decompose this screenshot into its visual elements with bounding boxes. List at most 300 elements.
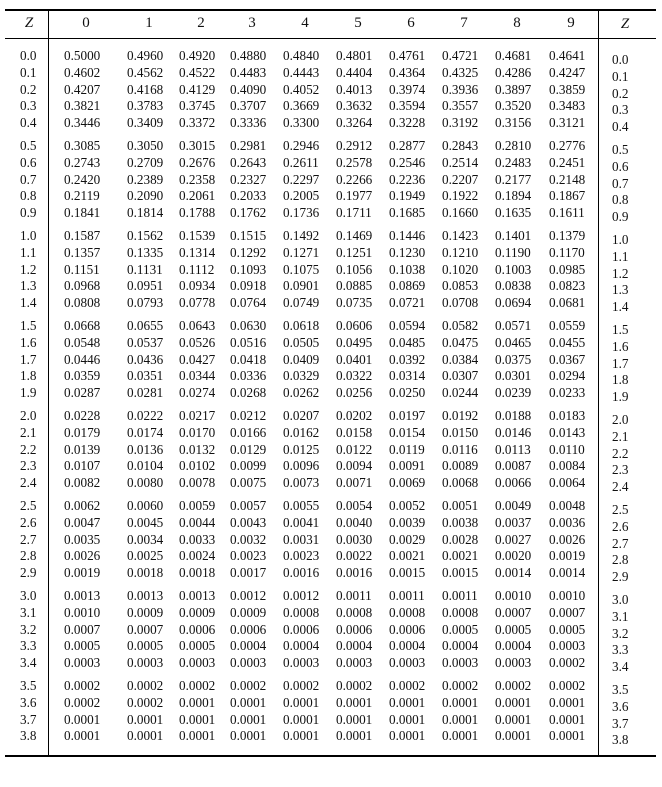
table-cell: 0.0073 xyxy=(283,475,320,491)
table-cell: 0.0179 xyxy=(64,424,101,440)
table-cell: 0.0028 xyxy=(442,531,479,547)
table-cell: 0.3446 xyxy=(64,115,101,131)
header-column-7: 7 xyxy=(460,15,468,31)
right-z-divider xyxy=(598,10,599,755)
table-cell: 0.2266 xyxy=(336,171,373,187)
table-cell: 0.1190 xyxy=(495,244,531,260)
row-z-label-right: 1.6 xyxy=(612,338,629,354)
table-cell: 0.0951 xyxy=(127,278,164,294)
table-cell: 0.2676 xyxy=(179,154,216,170)
row-z-label-right: 0.1 xyxy=(612,68,629,84)
left-z-divider xyxy=(48,10,49,755)
table-cell: 0.0113 xyxy=(495,441,531,457)
table-cell: 0.0051 xyxy=(442,498,479,513)
table-cell: 0.0793 xyxy=(127,295,164,311)
table-cell: 0.0047 xyxy=(64,514,101,530)
row-z-label: 0.1 xyxy=(20,64,37,80)
table-cell: 0.4721 xyxy=(442,48,479,63)
table-cell: 0.4168 xyxy=(127,81,164,97)
table-cell: 0.2389 xyxy=(127,171,164,187)
table-cell: 0.0008 xyxy=(389,604,426,620)
table-cell: 0.0344 xyxy=(179,368,216,384)
table-cell: 0.0694 xyxy=(495,295,532,311)
table-cell: 0.0054 xyxy=(336,498,373,513)
table-cell: 0.0001 xyxy=(283,728,320,744)
row-z-label: 2.5 xyxy=(20,498,37,513)
table-cell: 0.0003 xyxy=(442,655,479,671)
table-cell: 0.1762 xyxy=(230,205,267,221)
table-cell: 0.0035 xyxy=(64,531,101,547)
table-cell: 0.0010 xyxy=(495,588,532,603)
table-cell: 0.0009 xyxy=(127,604,164,620)
table-cell: 0.2148 xyxy=(549,171,586,187)
table-cell: 0.0006 xyxy=(283,621,320,637)
table-cell: 0.0052 xyxy=(389,498,426,513)
row-z-label-right: 2.8 xyxy=(612,552,629,568)
row-z-label-right: 1.1 xyxy=(612,248,629,264)
table-cell: 0.0001 xyxy=(64,711,101,727)
table-cell: 0.0143 xyxy=(549,424,586,440)
table-cell: 0.1922 xyxy=(442,188,479,204)
table-cell: 0.0146 xyxy=(495,424,532,440)
table-cell: 0.0006 xyxy=(230,621,267,637)
row-z-label: 0.9 xyxy=(20,205,37,221)
row-z-label: 1.1 xyxy=(20,244,37,260)
table-cell: 0.1469 xyxy=(336,228,373,243)
row-z-label: 1.2 xyxy=(20,261,37,277)
table-cell: 0.0268 xyxy=(230,385,267,401)
table-cell: 0.0002 xyxy=(389,678,426,693)
table-cell: 0.0001 xyxy=(336,711,373,727)
table-cell: 0.2743 xyxy=(64,154,101,170)
table-cell: 0.1335 xyxy=(127,244,164,260)
table-cell: 0.2709 xyxy=(127,154,164,170)
table-cell: 0.0005 xyxy=(442,621,479,637)
table-cell: 0.0681 xyxy=(549,295,586,311)
table-cell: 0.3372 xyxy=(179,115,216,131)
table-cell: 0.0099 xyxy=(230,458,267,474)
table-cell: 0.0057 xyxy=(230,498,267,513)
row-z-label-right: 0.2 xyxy=(612,85,629,101)
row-z-label: 3.7 xyxy=(20,711,37,727)
table-cell: 0.0012 xyxy=(230,588,267,603)
header-z-left: Z xyxy=(24,15,34,31)
table-cell: 0.0001 xyxy=(230,694,267,710)
table-cell: 0.0475 xyxy=(442,334,479,350)
table-cell: 0.0188 xyxy=(495,408,532,423)
table-cell: 0.0207 xyxy=(283,408,320,423)
table-cell: 0.0256 xyxy=(336,385,373,401)
table-cell: 0.0001 xyxy=(230,728,267,744)
row-z-label-right: 3.6 xyxy=(612,698,629,714)
table-cell: 0.0003 xyxy=(64,655,101,671)
row-z-label-right: 2.3 xyxy=(612,462,629,478)
table-cell: 0.0064 xyxy=(549,475,586,491)
table-cell: 0.2946 xyxy=(283,138,320,153)
table-cell: 0.0017 xyxy=(230,565,267,581)
table-cell: 0.0001 xyxy=(389,711,426,727)
table-cell: 0.1112 xyxy=(179,261,215,277)
table-cell: 0.0183 xyxy=(549,408,586,423)
table-cell: 0.0027 xyxy=(495,531,532,547)
table-cell: 0.0043 xyxy=(230,514,267,530)
table-cell: 0.0006 xyxy=(179,621,216,637)
table-cell: 0.0016 xyxy=(336,565,373,581)
row-z-label: 0.7 xyxy=(20,171,37,187)
header-column-3: 3 xyxy=(248,15,256,31)
table-cell: 0.0250 xyxy=(389,385,426,401)
table-cell: 0.0003 xyxy=(389,655,426,671)
table-cell: 0.0060 xyxy=(127,498,164,513)
table-cell: 0.0082 xyxy=(64,475,101,491)
row-z-label-right: 0.7 xyxy=(612,175,629,191)
row-z-label-right: 1.8 xyxy=(612,372,629,388)
table-cell: 0.0001 xyxy=(495,728,532,744)
table-cell: 0.3050 xyxy=(127,138,164,153)
header-z-right: Z xyxy=(620,16,630,32)
table-cell: 0.3859 xyxy=(549,81,586,97)
table-cell: 0.0655 xyxy=(127,318,164,333)
table-cell: 0.1814 xyxy=(127,205,164,221)
table-cell: 0.0002 xyxy=(179,678,216,693)
table-cell: 0.0808 xyxy=(64,295,101,311)
table-cell: 0.3228 xyxy=(389,115,426,131)
table-cell: 0.0132 xyxy=(179,441,216,457)
table-cell: 0.0009 xyxy=(179,604,216,620)
table-cell: 0.1020 xyxy=(442,261,479,277)
table-cell: 0.0281 xyxy=(127,385,164,401)
table-cell: 0.0024 xyxy=(179,548,216,564)
table-cell: 0.0075 xyxy=(230,475,267,491)
table-cell: 0.0968 xyxy=(64,278,101,294)
table-cell: 0.0040 xyxy=(336,514,373,530)
table-cell: 0.0018 xyxy=(179,565,216,581)
table-cell: 0.1314 xyxy=(179,244,216,260)
table-cell: 0.0069 xyxy=(389,475,426,491)
table-cell: 0.2877 xyxy=(389,138,426,153)
table-cell: 0.0212 xyxy=(230,408,267,423)
table-cell: 0.0032 xyxy=(230,531,267,547)
table-cell: 0.3821 xyxy=(64,98,101,114)
row-z-label: 1.4 xyxy=(20,295,37,311)
row-z-label: 3.4 xyxy=(20,655,37,671)
table-cell: 0.4090 xyxy=(230,81,267,97)
table-cell: 0.0367 xyxy=(549,351,586,367)
row-z-label-right: 2.2 xyxy=(612,445,629,461)
table-cell: 0.0007 xyxy=(495,604,532,620)
table-cell: 0.1949 xyxy=(389,188,426,204)
table-cell: 0.1271 xyxy=(283,244,320,260)
table-cell: 0.0853 xyxy=(442,278,479,294)
table-cell: 0.1423 xyxy=(442,228,479,243)
table-cell: 0.1894 xyxy=(495,188,532,204)
table-cell: 0.2207 xyxy=(442,171,479,187)
table-cell: 0.2297 xyxy=(283,171,320,187)
table-cell: 0.0233 xyxy=(549,385,586,401)
table-cell: 0.4761 xyxy=(389,48,426,63)
table-cell: 0.2327 xyxy=(230,171,267,187)
table-cell: 0.4960 xyxy=(127,48,164,63)
header-column-6: 6 xyxy=(407,15,415,31)
table-cell: 0.0154 xyxy=(389,424,426,440)
table-cell: 0.0001 xyxy=(336,694,373,710)
table-cell: 0.4247 xyxy=(549,64,586,80)
row-z-label-right: 3.5 xyxy=(612,682,629,697)
row-z-label: 0.2 xyxy=(20,81,37,97)
row-z-label-right: 3.8 xyxy=(612,732,629,748)
table-cell: 0.0708 xyxy=(442,295,479,311)
table-cell: 0.0351 xyxy=(127,368,164,384)
table-cell: 0.0001 xyxy=(549,728,586,744)
table-cell: 0.0002 xyxy=(549,678,586,693)
table-cell: 0.0174 xyxy=(127,424,164,440)
table-cell: 0.1093 xyxy=(230,261,267,277)
table-cell: 0.0001 xyxy=(283,711,320,727)
table-cell: 0.1711 xyxy=(336,205,372,221)
table-cell: 0.0409 xyxy=(283,351,320,367)
table-cell: 0.0078 xyxy=(179,475,216,491)
row-z-label: 1.0 xyxy=(20,228,37,243)
row-z-label: 1.8 xyxy=(20,368,37,384)
table-cell: 0.0010 xyxy=(64,604,101,620)
table-cell: 0.0401 xyxy=(336,351,373,367)
table-cell: 0.0197 xyxy=(389,408,426,423)
table-cell: 0.0068 xyxy=(442,475,479,491)
table-cell: 0.1611 xyxy=(549,205,585,221)
table-cell: 0.0436 xyxy=(127,351,164,367)
header-column-5: 5 xyxy=(354,15,362,31)
table-cell: 0.0012 xyxy=(283,588,320,603)
table-cell: 0.0643 xyxy=(179,318,216,333)
table-cell: 0.0778 xyxy=(179,295,216,311)
table-cell: 0.0021 xyxy=(389,548,426,564)
table-cell: 0.1003 xyxy=(495,261,532,277)
table-cell: 0.2643 xyxy=(230,154,267,170)
table-cell: 0.0013 xyxy=(179,588,216,603)
table-cell: 0.0465 xyxy=(495,334,532,350)
table-cell: 0.0003 xyxy=(283,655,320,671)
table-cell: 0.0062 xyxy=(64,498,101,513)
table-cell: 0.1539 xyxy=(179,228,216,243)
table-cell: 0.0110 xyxy=(549,441,585,457)
table-cell: 0.3632 xyxy=(336,98,373,114)
table-cell: 0.0985 xyxy=(549,261,586,277)
table-cell: 0.1292 xyxy=(230,244,267,260)
table-cell: 0.2358 xyxy=(179,171,216,187)
table-cell: 0.0869 xyxy=(389,278,426,294)
table-cell: 0.0228 xyxy=(64,408,101,423)
table-cell: 0.0003 xyxy=(179,655,216,671)
table-cell: 0.3336 xyxy=(230,115,267,131)
row-z-label: 2.8 xyxy=(20,548,37,564)
table-cell: 0.0036 xyxy=(549,514,586,530)
row-z-label-right: 0.8 xyxy=(612,192,629,208)
table-cell: 0.0001 xyxy=(442,728,479,744)
table-cell: 0.0594 xyxy=(389,318,426,333)
table-cell: 0.0001 xyxy=(127,728,164,744)
table-cell: 0.0011 xyxy=(389,588,425,603)
table-cell: 0.0630 xyxy=(230,318,267,333)
table-cell: 0.0001 xyxy=(283,694,320,710)
table-cell: 0.0001 xyxy=(336,728,373,744)
table-cell: 0.4681 xyxy=(495,48,532,63)
table-cell: 0.0901 xyxy=(283,278,320,294)
table-cell: 0.0162 xyxy=(283,424,320,440)
table-cell: 0.0526 xyxy=(179,334,216,350)
table-cell: 0.0384 xyxy=(442,351,479,367)
table-cell: 0.2420 xyxy=(64,171,101,187)
table-cell: 0.0026 xyxy=(64,548,101,564)
table-cell: 0.1401 xyxy=(495,228,532,243)
row-z-label: 0.5 xyxy=(20,138,37,153)
table-cell: 0.0011 xyxy=(336,588,372,603)
table-cell: 0.0455 xyxy=(549,334,586,350)
table-cell: 0.0244 xyxy=(442,385,479,401)
table-cell: 0.0011 xyxy=(442,588,478,603)
table-cell: 0.1131 xyxy=(127,261,163,277)
table-cell: 0.0002 xyxy=(283,678,320,693)
row-z-label: 0.0 xyxy=(20,48,37,63)
table-cell: 0.4522 xyxy=(179,64,216,80)
table-cell: 0.0021 xyxy=(442,548,479,564)
table-cell: 0.1151 xyxy=(64,261,100,277)
table-cell: 0.1685 xyxy=(389,205,426,221)
row-z-label-right: 0.0 xyxy=(612,52,629,67)
table-cell: 0.0122 xyxy=(336,441,373,457)
table-cell: 0.0329 xyxy=(283,368,320,384)
table-cell: 0.0001 xyxy=(230,711,267,727)
table-cell: 0.4325 xyxy=(442,64,479,80)
table-cell: 0.0885 xyxy=(336,278,373,294)
table-cell: 0.3783 xyxy=(127,98,164,114)
table-cell: 0.0004 xyxy=(283,638,320,654)
table-cell: 0.3707 xyxy=(230,98,267,114)
table-cell: 0.3264 xyxy=(336,115,373,131)
table-cell: 0.4129 xyxy=(179,81,216,97)
table-cell: 0.0001 xyxy=(389,694,426,710)
table-cell: 0.4052 xyxy=(283,81,320,97)
table-cell: 0.0823 xyxy=(549,278,586,294)
table-cell: 0.0014 xyxy=(495,565,532,581)
row-z-label: 0.6 xyxy=(20,154,37,170)
table-cell: 0.0274 xyxy=(179,385,216,401)
row-z-label-right: 1.2 xyxy=(612,265,629,281)
table-cell: 0.0084 xyxy=(549,458,586,474)
table-cell: 0.0136 xyxy=(127,441,164,457)
table-cell: 0.2119 xyxy=(64,188,100,204)
row-z-label-right: 1.5 xyxy=(612,322,629,337)
table-cell: 0.0089 xyxy=(442,458,479,474)
table-cell: 0.0934 xyxy=(179,278,216,294)
table-cell: 0.0001 xyxy=(549,711,586,727)
table-cell: 0.0003 xyxy=(495,655,532,671)
table-cell: 0.0048 xyxy=(549,498,586,513)
header-column-0: 0 xyxy=(82,15,90,31)
table-cell: 0.3121 xyxy=(549,115,586,131)
row-z-label-right: 3.0 xyxy=(612,592,629,607)
table-cell: 0.0071 xyxy=(336,475,373,491)
table-cell: 0.0129 xyxy=(230,441,267,457)
row-z-label: 3.6 xyxy=(20,694,37,710)
table-cell: 0.0033 xyxy=(179,531,216,547)
table-cell: 0.0322 xyxy=(336,368,373,384)
table-cell: 0.0026 xyxy=(549,531,586,547)
table-cell: 0.1170 xyxy=(549,244,585,260)
table-cell: 0.0016 xyxy=(283,565,320,581)
table-cell: 0.2514 xyxy=(442,154,479,170)
table-cell: 0.0418 xyxy=(230,351,267,367)
header-column-1: 1 xyxy=(145,15,153,31)
table-cell: 0.0537 xyxy=(127,334,164,350)
table-cell: 0.0505 xyxy=(283,334,320,350)
row-z-label-right: 0.3 xyxy=(612,102,629,118)
table-cell: 0.0009 xyxy=(230,604,267,620)
table-cell: 0.0375 xyxy=(495,351,532,367)
table-cell: 0.0015 xyxy=(389,565,426,581)
row-z-label: 3.8 xyxy=(20,728,37,744)
header-bottom-rule xyxy=(5,38,656,39)
table-cell: 0.3015 xyxy=(179,138,216,153)
table-cell: 0.0002 xyxy=(549,655,586,671)
table-cell: 0.0001 xyxy=(495,694,532,710)
table-cell: 0.4207 xyxy=(64,81,101,97)
header-column-4: 4 xyxy=(301,15,309,31)
table-cell: 0.3936 xyxy=(442,81,479,97)
table-cell: 0.0023 xyxy=(283,548,320,564)
table-cell: 0.2451 xyxy=(549,154,586,170)
table-cell: 0.0446 xyxy=(64,351,101,367)
row-z-label-right: 1.7 xyxy=(612,355,629,371)
table-cell: 0.0301 xyxy=(495,368,532,384)
table-cell: 0.0158 xyxy=(336,424,373,440)
table-cell: 0.1788 xyxy=(179,205,216,221)
table-cell: 0.2061 xyxy=(179,188,216,204)
row-z-label: 2.0 xyxy=(20,408,37,423)
table-cell: 0.1038 xyxy=(389,261,426,277)
table-cell: 0.2912 xyxy=(336,138,373,153)
table-top-rule xyxy=(5,9,656,11)
table-cell: 0.0001 xyxy=(179,694,216,710)
table-cell: 0.0025 xyxy=(127,548,164,564)
table-cell: 0.1587 xyxy=(64,228,101,243)
table-cell: 0.3669 xyxy=(283,98,320,114)
table-cell: 0.0392 xyxy=(389,351,426,367)
table-cell: 0.0002 xyxy=(442,678,479,693)
table-cell: 0.0087 xyxy=(495,458,532,474)
table-cell: 0.1492 xyxy=(283,228,320,243)
table-cell: 0.1867 xyxy=(549,188,586,204)
table-cell: 0.3520 xyxy=(495,98,532,114)
table-cell: 0.0192 xyxy=(442,408,479,423)
table-cell: 0.0668 xyxy=(64,318,101,333)
table-cell: 0.0001 xyxy=(179,728,216,744)
table-bottom-rule xyxy=(5,755,656,757)
header-column-8: 8 xyxy=(513,15,521,31)
table-cell: 0.4920 xyxy=(179,48,216,63)
row-z-label: 1.3 xyxy=(20,278,37,294)
table-cell: 0.0001 xyxy=(549,694,586,710)
row-z-label-right: 1.0 xyxy=(612,232,629,247)
row-z-label: 3.0 xyxy=(20,588,37,603)
table-cell: 0.0005 xyxy=(495,621,532,637)
table-cell: 0.0559 xyxy=(549,318,586,333)
table-cell: 0.4404 xyxy=(336,64,373,80)
row-z-label-right: 2.6 xyxy=(612,518,629,534)
table-cell: 0.0721 xyxy=(389,295,426,311)
row-z-label-right: 0.6 xyxy=(612,158,629,174)
table-cell: 0.0571 xyxy=(495,318,532,333)
table-cell: 0.4286 xyxy=(495,64,532,80)
